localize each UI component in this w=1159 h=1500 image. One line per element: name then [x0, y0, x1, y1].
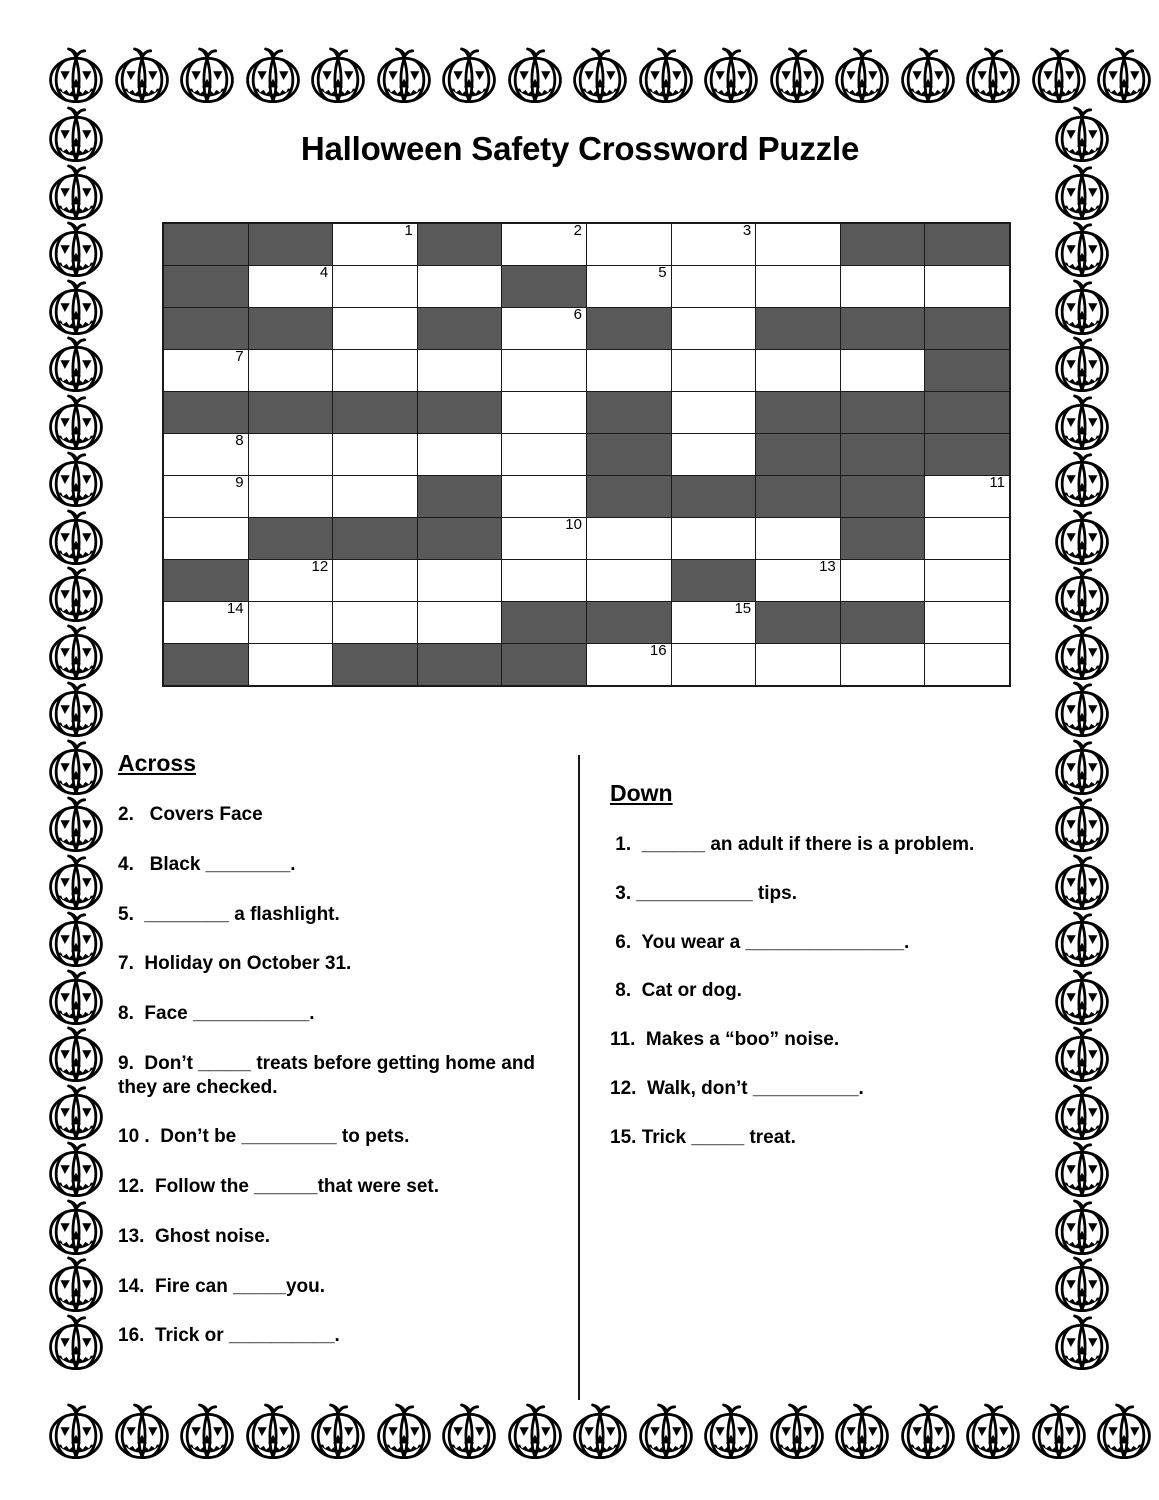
crossword-cell-blocked	[586, 392, 671, 434]
crossword-cell-open[interactable]	[163, 602, 248, 644]
crossword-cell-blocked	[671, 476, 756, 518]
border-pumpkin-bottom	[896, 1400, 960, 1462]
crossword-cell-open[interactable]	[248, 266, 333, 308]
crossword-cell-open[interactable]	[671, 223, 756, 266]
crossword-cell-open[interactable]	[671, 308, 756, 350]
crossword-cell-open[interactable]	[417, 266, 502, 308]
border-pumpkin-left	[44, 391, 108, 453]
down-clues-column	[610, 780, 1040, 1174]
crossword-cell-blocked	[417, 644, 502, 687]
crossword-cell-blocked	[163, 223, 248, 266]
border-pumpkin-right	[1050, 391, 1114, 453]
crossword-cell-blocked	[586, 308, 671, 350]
crossword-cell-blocked	[586, 602, 671, 644]
crossword-cell-blocked	[163, 644, 248, 687]
border-pumpkin-bottom	[503, 1400, 567, 1462]
border-pumpkin-bottom	[634, 1400, 698, 1462]
crossword-cell-open[interactable]	[586, 518, 671, 560]
border-pumpkin-right	[1050, 851, 1114, 913]
border-pumpkin-right	[1050, 218, 1114, 280]
crossword-cell-number: 6	[573, 306, 582, 323]
crossword-cell-open[interactable]	[586, 266, 671, 308]
border-pumpkin-top	[634, 44, 698, 106]
across-heading: Across	[118, 750, 196, 776]
crossword-cell-blocked	[417, 308, 502, 350]
border-pumpkin-right	[1050, 621, 1114, 683]
crossword-cell-open[interactable]	[417, 602, 502, 644]
border-pumpkin-top	[175, 44, 239, 106]
border-pumpkin-bottom	[765, 1400, 829, 1462]
across-clue-item: 12. Follow the ______that were set.	[118, 1176, 440, 1197]
crossword-rows[interactable]	[163, 223, 1010, 686]
across-clue-item: 8. Face ___________.	[118, 1003, 315, 1024]
crossword-cell-open[interactable]	[756, 266, 841, 308]
crossword-cell-blocked	[756, 308, 841, 350]
crossword-cell-blocked	[248, 392, 333, 434]
crossword-cell-blocked	[333, 644, 418, 687]
crossword-cell-blocked	[756, 476, 841, 518]
down-clue-item: 1. ______ an adult if there is a problem.	[610, 834, 975, 855]
crossword-cell-open[interactable]	[586, 350, 671, 392]
crossword-cell-open[interactable]	[502, 350, 587, 392]
border-pumpkin-right	[1050, 1196, 1114, 1258]
across-clue-item: 16. Trick or __________.	[118, 1325, 340, 1347]
border-pumpkin-left	[44, 1253, 108, 1315]
border-pumpkin-right	[1050, 908, 1114, 970]
crossword-cell-number: 3	[742, 222, 752, 239]
crossword-row	[163, 223, 1010, 266]
crossword-cell-blocked	[333, 392, 418, 434]
crossword-cell-blocked	[586, 434, 671, 476]
across-clue-item: 7. Holiday on October 31.	[118, 953, 352, 975]
crossword-cell-open[interactable]	[671, 518, 756, 560]
down-clue-item: 8. Cat or dog.	[610, 980, 742, 1002]
across-clue-item: 2. Covers Face	[118, 804, 263, 825]
crossword-cell-open[interactable]	[502, 434, 587, 476]
crossword-cell-number: 13	[819, 558, 836, 575]
border-pumpkin-left	[44, 103, 108, 165]
crossword-cell-number: 15	[734, 600, 752, 617]
border-pumpkin-top	[1092, 44, 1156, 106]
border-pumpkin-left	[44, 1023, 108, 1085]
across-clue-list	[118, 803, 558, 1348]
border-pumpkin-top	[503, 44, 567, 106]
crossword-cell-blocked	[756, 434, 841, 476]
crossword-cell-open[interactable]	[502, 476, 587, 518]
crossword-cell-open[interactable]	[502, 308, 587, 350]
crossword-cell-blocked	[840, 602, 925, 644]
border-pumpkin-bottom	[306, 1400, 370, 1462]
crossword-cell-blocked	[502, 602, 587, 644]
crossword-cell-open[interactable]	[586, 223, 671, 266]
border-pumpkin-bottom	[1027, 1400, 1091, 1462]
crossword-cell-open[interactable]	[586, 560, 671, 602]
border-pumpkin-bottom	[1092, 1400, 1156, 1462]
border-pumpkin-bottom	[175, 1400, 239, 1462]
across-clue-item: 13. Ghost noise.	[118, 1225, 271, 1247]
crossword-cell-open[interactable]	[840, 266, 925, 308]
crossword-cell-open[interactable]	[333, 350, 418, 392]
crossword-cell-open[interactable]	[925, 644, 1010, 687]
crossword-cell-number: 16	[649, 642, 667, 659]
border-pumpkin-right	[1050, 1138, 1114, 1200]
crossword-cell-open[interactable]	[502, 560, 587, 602]
across-clue-item: 14. Fire can _____you.	[118, 1275, 326, 1297]
crossword-cell-open[interactable]	[502, 392, 587, 434]
crossword-cell-blocked	[671, 560, 756, 602]
border-pumpkin-left	[44, 161, 108, 223]
border-pumpkin-left	[44, 908, 108, 970]
crossword-cell-open[interactable]	[163, 518, 248, 560]
border-pumpkin-right	[1050, 966, 1114, 1028]
crossword-cell-blocked	[840, 223, 925, 266]
crossword-grid[interactable]	[162, 222, 1005, 687]
crossword-cell-number: 8	[235, 432, 244, 449]
down-heading: Down	[610, 780, 673, 806]
crossword-cell-open[interactable]	[671, 644, 756, 687]
crossword-cell-blocked	[840, 434, 925, 476]
crossword-cell-open[interactable]	[248, 476, 333, 518]
border-pumpkin-left	[44, 678, 108, 740]
across-clue-item: 5. ________ a flashlight.	[118, 903, 340, 925]
across-clues-column	[118, 750, 558, 1374]
crossword-cell-number: 2	[573, 222, 582, 239]
crossword-cell-number: 12	[311, 558, 329, 575]
down-clue-item: 12. Walk, don’t __________.	[610, 1077, 864, 1099]
crossword-row	[163, 518, 1010, 560]
border-pumpkin-top	[568, 44, 632, 106]
crossword-cell-blocked	[840, 308, 925, 350]
crossword-cell-open[interactable]	[756, 560, 841, 602]
crossword-cell-blocked	[502, 266, 587, 308]
border-pumpkin-top	[306, 44, 370, 106]
crossword-cell-blocked	[502, 644, 587, 687]
border-pumpkin-right	[1050, 161, 1114, 223]
page-content	[110, 110, 1050, 1400]
border-pumpkin-bottom	[830, 1400, 894, 1462]
border-pumpkin-left	[44, 218, 108, 280]
border-pumpkin-bottom	[568, 1400, 632, 1462]
crossword-cell-open[interactable]	[840, 350, 925, 392]
down-clue-item: 6. You wear a _______________.	[610, 931, 910, 953]
crossword-cell-open[interactable]	[417, 350, 502, 392]
border-pumpkin-bottom	[699, 1400, 763, 1462]
crossword-cell-open[interactable]	[333, 602, 418, 644]
border-pumpkin-top	[44, 44, 108, 106]
crossword-cell-open[interactable]	[756, 644, 841, 687]
border-pumpkin-right	[1050, 103, 1114, 165]
crossword-cell-blocked	[925, 434, 1010, 476]
crossword-cell-open[interactable]	[163, 350, 248, 392]
border-pumpkin-bottom	[110, 1400, 174, 1462]
border-pumpkin-top	[241, 44, 305, 106]
border-pumpkin-top	[372, 44, 436, 106]
crossword-cell-blocked	[417, 518, 502, 560]
crossword-cell-number: 9	[235, 474, 244, 491]
border-pumpkin-top	[1027, 44, 1091, 106]
crossword-cell-number: 10	[565, 516, 582, 533]
crossword-row	[163, 350, 1010, 392]
crossword-cell-open[interactable]	[671, 434, 756, 476]
crossword-cell-blocked	[248, 518, 333, 560]
crossword-cell-blocked	[417, 476, 502, 518]
crossword-cell-blocked	[163, 392, 248, 434]
crossword-cell-open[interactable]	[333, 266, 418, 308]
across-clue-item: 4. Black ________.	[118, 853, 296, 875]
crossword-cell-number: 5	[658, 264, 667, 281]
crossword-cell-blocked	[756, 602, 841, 644]
crossword-cell-number: 4	[319, 264, 329, 281]
crossword-cell-blocked	[840, 476, 925, 518]
crossword-cell-blocked	[333, 518, 418, 560]
crossword-cell-open[interactable]	[248, 644, 333, 687]
border-pumpkin-right	[1050, 1023, 1114, 1085]
border-pumpkin-left	[44, 621, 108, 683]
page-title: Halloween Safety Crossword Puzzle	[300, 130, 860, 167]
crossword-row	[163, 434, 1010, 476]
crossword-cell-blocked	[925, 350, 1010, 392]
crossword-cell-open[interactable]	[248, 602, 333, 644]
border-pumpkin-left	[44, 1081, 108, 1143]
crossword-cell-open[interactable]	[333, 308, 418, 350]
crossword-cell-open[interactable]	[925, 518, 1010, 560]
border-pumpkin-bottom	[241, 1400, 305, 1462]
border-pumpkin-top	[437, 44, 501, 106]
border-pumpkin-right	[1050, 1081, 1114, 1143]
crossword-cell-open[interactable]	[671, 266, 756, 308]
crossword-cell-open[interactable]	[333, 560, 418, 602]
crossword-cell-number: 14	[226, 600, 244, 617]
crossword-cell-open[interactable]	[248, 560, 333, 602]
border-pumpkin-right	[1050, 736, 1114, 798]
border-pumpkin-right	[1050, 563, 1114, 625]
border-pumpkin-bottom	[437, 1400, 501, 1462]
crossword-cell-blocked	[417, 223, 502, 266]
crossword-cell-number: 1	[404, 222, 413, 239]
crossword-cell-blocked	[840, 518, 925, 560]
border-pumpkin-left	[44, 851, 108, 913]
crossword-cell-blocked	[163, 308, 248, 350]
down-clue-item: 3. ___________ tips.	[610, 882, 797, 904]
border-pumpkin-top	[896, 44, 960, 106]
crossword-cell-open[interactable]	[248, 434, 333, 476]
border-pumpkin-right	[1050, 1311, 1114, 1373]
border-pumpkin-top	[961, 44, 1025, 106]
border-pumpkin-bottom	[44, 1400, 108, 1462]
crossword-cell-open[interactable]	[756, 350, 841, 392]
crossword-cell-open[interactable]	[417, 560, 502, 602]
crossword-cell-open[interactable]	[586, 644, 671, 687]
border-pumpkin-left	[44, 563, 108, 625]
crossword-row	[163, 476, 1010, 518]
crossword-cell-open[interactable]	[756, 223, 841, 266]
border-pumpkin-left	[44, 448, 108, 510]
crossword-cell-open[interactable]	[502, 518, 587, 560]
down-clue-item: 15. Trick _____ treat.	[610, 1126, 796, 1148]
crossword-row	[163, 308, 1010, 350]
crossword-cell-blocked	[840, 392, 925, 434]
down-clue-list	[610, 833, 1040, 1149]
down-clue-item: 11. Makes a “boo” noise.	[610, 1029, 840, 1050]
crossword-row	[163, 392, 1010, 434]
across-clue-item: 9. Don’t _____ treats before getting home and they are checked.	[118, 1052, 541, 1098]
border-pumpkin-right	[1050, 276, 1114, 338]
border-pumpkin-bottom	[372, 1400, 436, 1462]
crossword-cell-blocked	[756, 392, 841, 434]
crossword-cell-open[interactable]	[333, 476, 418, 518]
border-pumpkin-left	[44, 793, 108, 855]
crossword-cell-blocked	[248, 223, 333, 266]
crossword-cell-blocked	[163, 266, 248, 308]
crossword-cell-blocked	[417, 392, 502, 434]
crossword-cell-open[interactable]	[925, 476, 1010, 518]
border-pumpkin-left	[44, 1311, 108, 1373]
border-pumpkin-left	[44, 966, 108, 1028]
crossword-cell-open[interactable]	[502, 223, 587, 266]
border-pumpkin-right	[1050, 506, 1114, 568]
crossword-cell-open[interactable]	[417, 434, 502, 476]
crossword-cell-blocked	[925, 308, 1010, 350]
crossword-cell-open[interactable]	[671, 602, 756, 644]
border-pumpkin-bottom	[961, 1400, 1025, 1462]
crossword-row	[163, 602, 1010, 644]
crossword-cell-open[interactable]	[163, 434, 248, 476]
crossword-cell-open[interactable]	[248, 350, 333, 392]
crossword-cell-open[interactable]	[756, 518, 841, 560]
crossword-cell-open[interactable]	[925, 602, 1010, 644]
border-pumpkin-left	[44, 736, 108, 798]
crossword-cell-open[interactable]	[840, 560, 925, 602]
border-pumpkin-top	[110, 44, 174, 106]
crossword-row	[163, 266, 1010, 308]
border-pumpkin-right	[1050, 448, 1114, 510]
crossword-cell-blocked	[925, 223, 1010, 266]
crossword-cell-open[interactable]	[925, 560, 1010, 602]
crossword-cell-open[interactable]	[163, 476, 248, 518]
crossword-cell-blocked	[925, 392, 1010, 434]
border-pumpkin-top	[830, 44, 894, 106]
crossword-row	[163, 644, 1010, 687]
crossword-row	[163, 560, 1010, 602]
crossword-cell-open[interactable]	[333, 223, 418, 266]
border-pumpkin-right	[1050, 333, 1114, 395]
border-pumpkin-left	[44, 1138, 108, 1200]
crossword-cell-open[interactable]	[333, 434, 418, 476]
border-pumpkin-top	[765, 44, 829, 106]
border-pumpkin-right	[1050, 678, 1114, 740]
crossword-cell-blocked	[163, 560, 248, 602]
crossword-cell-blocked	[586, 476, 671, 518]
clue-column-divider	[578, 755, 580, 1400]
border-pumpkin-right	[1050, 793, 1114, 855]
border-pumpkin-left	[44, 333, 108, 395]
crossword-cell-open[interactable]	[840, 644, 925, 687]
crossword-cell-open[interactable]	[925, 266, 1010, 308]
border-pumpkin-left	[44, 1196, 108, 1258]
crossword-table[interactable]	[162, 222, 1011, 687]
crossword-cell-open[interactable]	[671, 392, 756, 434]
clues-section	[110, 750, 1050, 1400]
crossword-cell-open[interactable]	[671, 350, 756, 392]
crossword-cell-number: 7	[235, 348, 244, 365]
border-pumpkin-left	[44, 276, 108, 338]
border-pumpkin-right	[1050, 1253, 1114, 1315]
crossword-cell-blocked	[248, 308, 333, 350]
across-clue-item: 10 . Don’t be _________ to pets.	[118, 1126, 410, 1148]
border-pumpkin-left	[44, 506, 108, 568]
border-pumpkin-top	[699, 44, 763, 106]
crossword-cell-number: 11	[989, 474, 1005, 491]
